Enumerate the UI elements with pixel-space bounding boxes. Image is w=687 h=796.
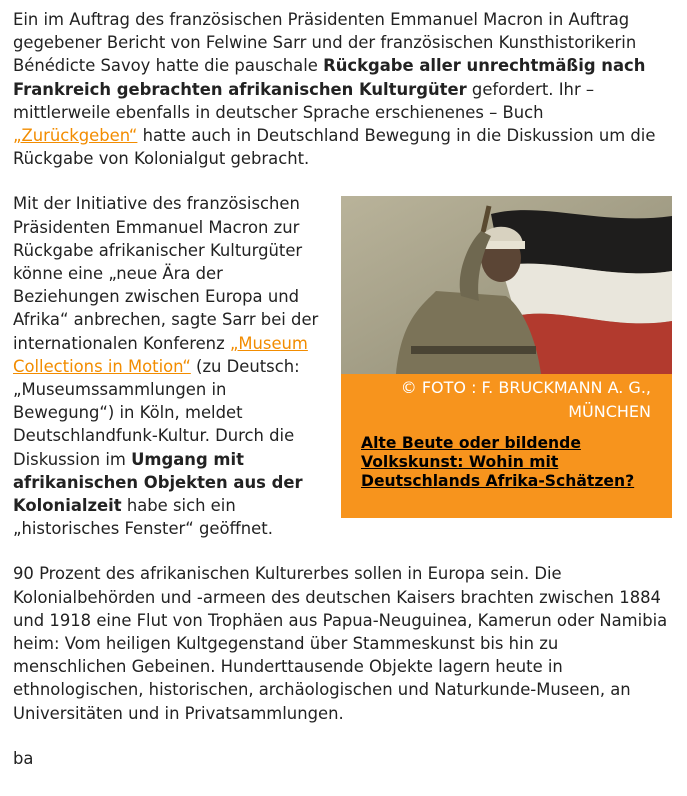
paragraph-2-text-c: habe sich ein „historisches Fenster“ geöffnet. [13,496,273,539]
paragraph-2 [13,192,323,540]
paragraph-1-text-c: hatte auch in Deutschland Bewegung in die Diskussion um die Rückgabe von Kolonialgut gebracht. [13,126,656,169]
paragraph-1-text-a: Ein im Auftrag des französischen Präsidenten Emmanuel Macron in Auftrag gegebener Bericht von Felwine Sarr und der französischen Kunsthistorikerin Bénédicte Savoy hatte die pauschale [13,10,637,76]
zurueckgeben-link[interactable]: „Zurückgeben“ [13,126,138,146]
photo-caption-link[interactable]: Alte Beute oder bildende Volkskunst: Wohin mit Deutschlands Afrika-Schätzen? [361,434,635,490]
paragraph-2-bold: Umgang mit afrikanischen Objekten aus der Kolonialzeit [13,449,303,516]
historical-photo[interactable] [341,196,672,374]
museum-collections-link[interactable]: „Museum Collections in Motion“ [13,333,308,376]
photo-illustration [341,196,672,374]
paragraph-2-text-a: Mit der Initiative des französischen Präsidenten Emmanuel Macron zur Rückgabe afrikanischer Kulturgüter könne eine „neue Ära der Beziehungen zwischen Europa und Afrika“ anbrechen, sagte Sarr bei der internationalen Konferenz [13,194,319,353]
paragraph-2-text-b: (zu Deutsch: „Museumssammlungen in Bewegung“) in Köln, meldet Deutschlandfunk-Kultur. Durch die Diskussion im [13,356,300,469]
paragraph-1 [13,8,673,170]
paragraph-1-text-b: gefordert. Ihr – mittlerweile ebenfalls in deutscher Sprache erschienenes – Buch [13,79,595,122]
paragraph-1-bold: Rückgabe aller unrechtmäßig nach Frankreich gebrachten afrikanischen Kulturgüter [13,56,646,99]
photo-credit: © FOTO : F. BRUCKMANN A. G., MÜNCHEN [400,378,651,421]
image-figure [341,196,672,518]
paragraph-3: 90 Prozent des afrikanischen Kulturerbes sollen in Europa sein. Die Kolonialbehörden und -armeen des deutschen Kaisers brachten zwischen 1884 und 1918 eine Flut von Trophäen aus Papua-Neuguinea, Kamerun oder Namibia heim: Vom heiligen Kultgegenstand über Stammeskunst bis hin zu menschlichen Gebeinen. Hunderttausende Objekte lagern heute in ethnologischen, historischen, archäologischen und Naturkunde-Museen, an Universitäten und in Privatsammlungen. [13,564,668,723]
author-signature: ba [13,748,34,768]
